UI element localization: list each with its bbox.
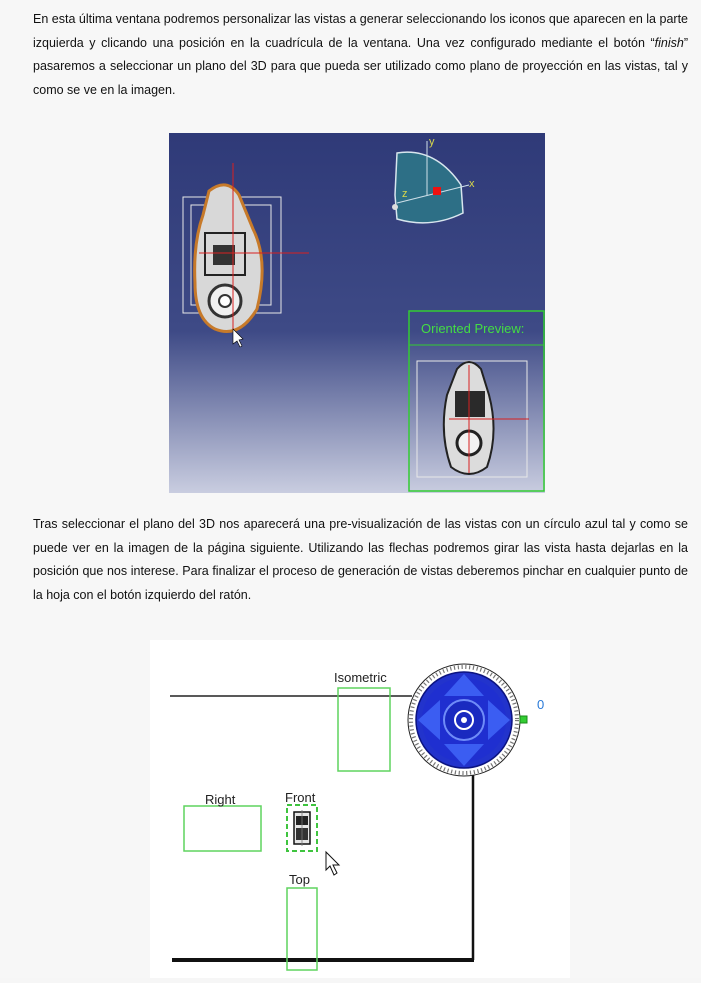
paragraph-intro-text: En esta última ventana podremos personalizar las vistas a generar seleccionando los iconos que aparecen en la parte izquierda y clicando una posición en la cuadrícula de la ventana. Una vez configurado mediante el botón “ <box>33 12 688 50</box>
oriented-preview-label: Oriented Preview: <box>421 321 525 336</box>
finish-emphasis: finish <box>654 35 684 50</box>
axis-z-label: z <box>402 188 408 200</box>
isometric-label: Isometric <box>334 670 387 685</box>
angle-value: 0 <box>537 697 545 712</box>
axis-y-label: y <box>429 136 435 148</box>
paragraph-intro <box>33 8 688 102</box>
figure-view-layout <box>150 640 570 978</box>
right-label: Right <box>205 792 236 807</box>
figure-3d-plane-selection <box>169 133 545 493</box>
top-label: Top <box>289 872 310 887</box>
axis-x-label: x <box>469 178 475 190</box>
paragraph-intro-text-end: ” pasaremos a seleccionar un plano del 3D para que pueda ser utilizado como plano de proyección en las vistas, tal y como se ve en la imagen. <box>33 35 688 97</box>
paragraph-preview: Tras seleccionar el plano del 3D nos aparecerá una pre-visualización de las vistas con un círculo azul tal y como se puede ver en la imagen de la página siguiente. Utilizando las flechas podremos girar las vista hasta dejarlas en la posición que nos interese. Para finalizar el proceso de generación de vistas deberemos pinchar en cualquier punto de la hoja con el botón izquierdo del ratón. <box>33 517 688 602</box>
front-view-part <box>294 810 310 846</box>
rotation-handle[interactable] <box>520 716 527 723</box>
front-label: Front <box>285 790 316 805</box>
